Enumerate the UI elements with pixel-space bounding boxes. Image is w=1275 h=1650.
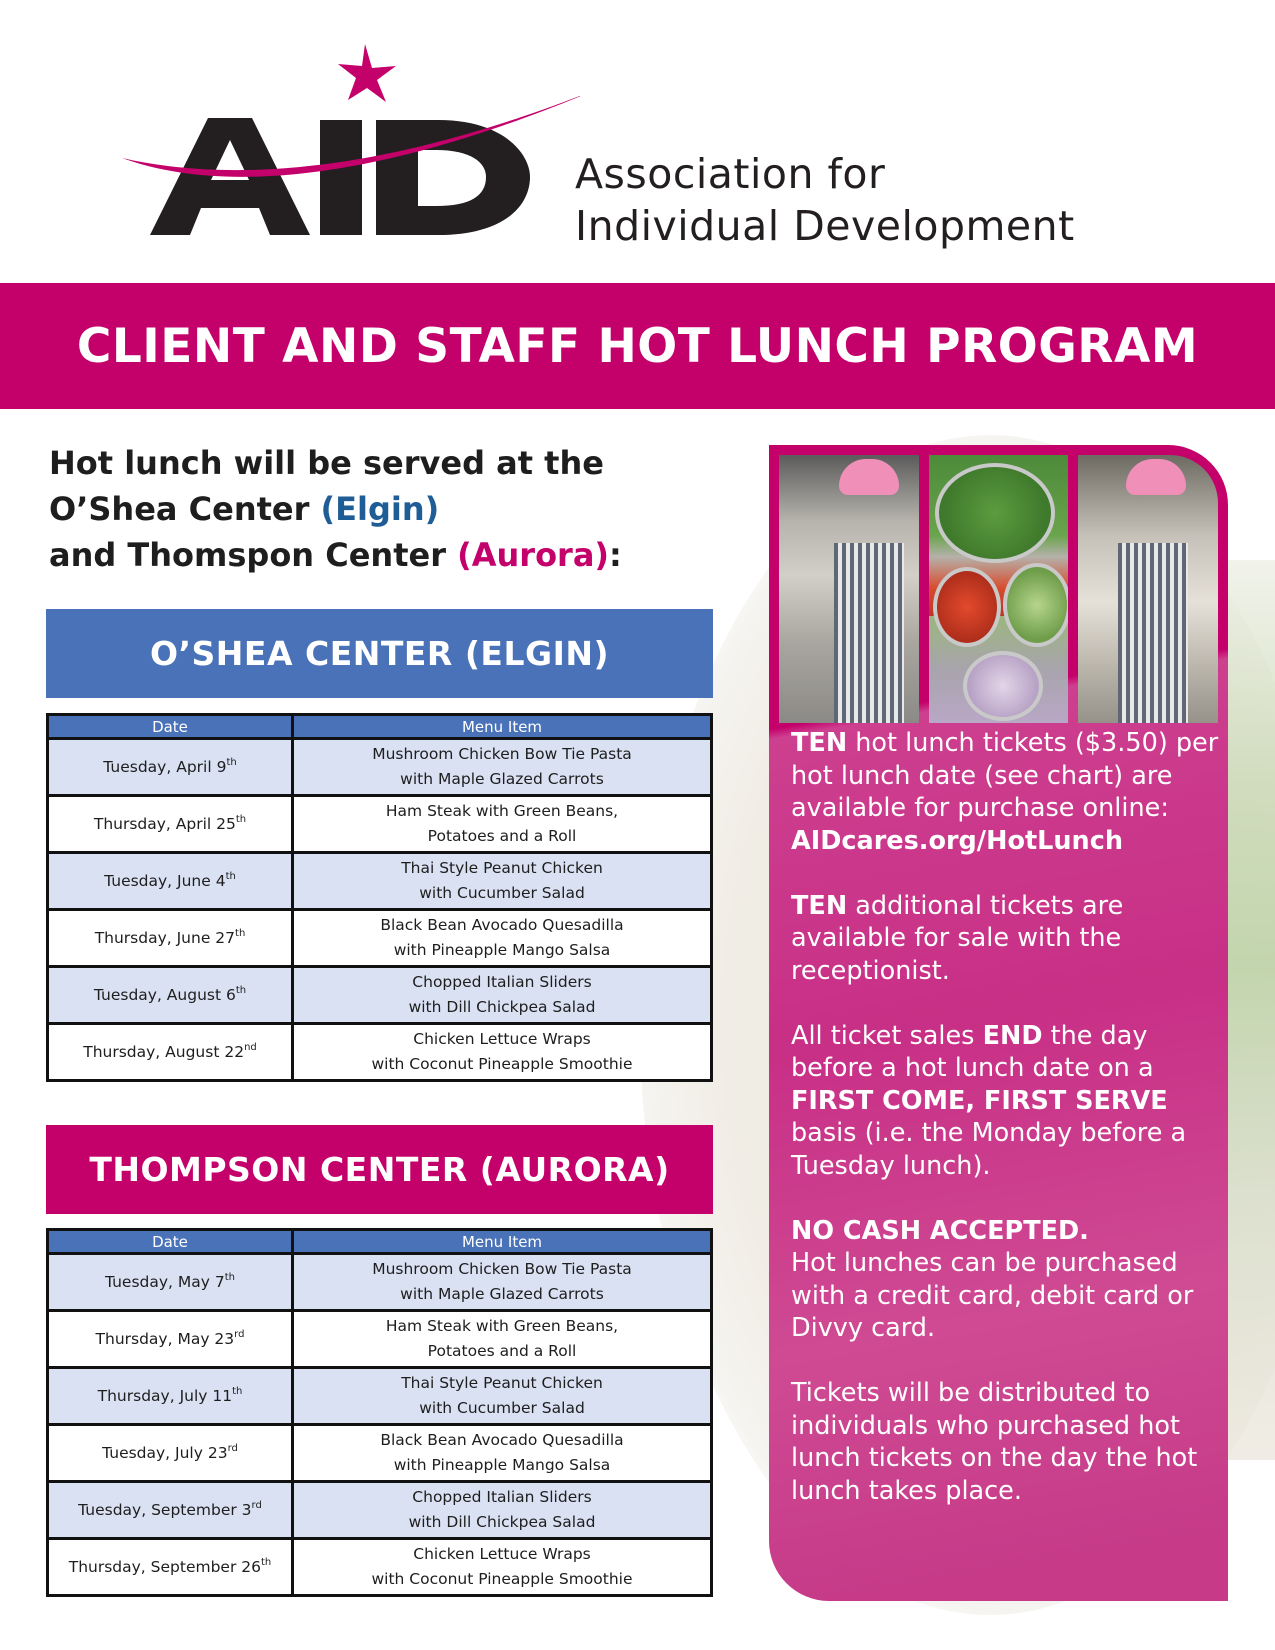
ten-emphasis: TEN xyxy=(791,890,848,921)
aid-logo-mark-icon xyxy=(120,40,580,260)
onion-bowl xyxy=(963,651,1043,721)
table-row xyxy=(48,1368,712,1425)
intro-location-elgin: (Elgin) xyxy=(320,490,440,528)
menu-item-side: with Dill Chickpea Salad xyxy=(408,998,596,1016)
no-cash-emphasis: NO CASH ACCEPTED. xyxy=(791,1215,1089,1246)
intro-line-1: Hot lunch will be served at the xyxy=(49,444,604,482)
date-text: Thursday, May 23 xyxy=(95,1329,235,1348)
menu-item-main: Chopped Italian Sliders xyxy=(412,1488,592,1506)
date-ordinal-suffix: rd xyxy=(234,1328,245,1340)
date-cell xyxy=(48,910,293,967)
organization-name xyxy=(575,148,1075,252)
date-text: Thursday, August 22 xyxy=(83,1042,245,1061)
kitchen-volunteer-photo xyxy=(779,455,919,723)
thompson-center-title: THOMPSON CENTER (AURORA) xyxy=(89,1150,670,1189)
menu-item-main: Chicken Lettuce Wraps xyxy=(413,1545,591,1563)
bandana-shape xyxy=(1126,459,1186,495)
date-ordinal-suffix: th xyxy=(224,1271,235,1283)
menu-item-cell xyxy=(293,1539,712,1596)
distribution-text: Tickets will be distributed to individuals who purchased hot lunch tickets on the day the hot lunch takes place. xyxy=(791,1378,1198,1506)
column-header-menu-item: Menu Item xyxy=(293,1230,712,1254)
menu-item-side: with Pineapple Mango Salsa xyxy=(393,1456,611,1474)
date-text: Tuesday, September 3 xyxy=(78,1500,252,1519)
page-title: CLIENT AND STAFF HOT LUNCH PROGRAM xyxy=(76,318,1199,374)
thompson-center-header xyxy=(46,1125,713,1214)
column-header-date: Date xyxy=(48,1230,293,1254)
date-ordinal-suffix: rd xyxy=(251,1499,262,1511)
date-cell xyxy=(48,1539,293,1596)
date-ordinal-suffix: th xyxy=(235,984,247,996)
date-cell xyxy=(48,1368,293,1425)
date-ordinal-suffix: th xyxy=(225,870,236,882)
intro-line-3 xyxy=(49,532,622,578)
ticket-info-panel xyxy=(769,445,1228,1601)
menu-item-side: with Maple Glazed Carrots xyxy=(400,770,604,788)
menu-item-side: with Pineapple Mango Salsa xyxy=(393,941,611,959)
oshea-center-header xyxy=(46,609,713,698)
intro-location-aurora: (Aurora) xyxy=(457,536,610,574)
title-banner xyxy=(0,283,1275,409)
menu-item-side: with Maple Glazed Carrots xyxy=(400,1285,604,1303)
menu-item-main: Chopped Italian Sliders xyxy=(412,973,592,991)
menu-item-side: with Cucumber Salad xyxy=(419,1399,585,1417)
aid-logo xyxy=(120,40,1120,260)
table-header-row xyxy=(48,1230,712,1254)
menu-item-cell xyxy=(293,853,712,910)
intro-colon: : xyxy=(609,536,622,574)
menu-item-main: Mushroom Chicken Bow Tie Pasta xyxy=(372,745,632,763)
payment-paragraph xyxy=(791,1215,1221,1345)
menu-item-main: Thai Style Peanut Chicken xyxy=(401,859,603,877)
intro-center-aurora: and Thomspon Center xyxy=(49,536,458,574)
prepared-vegetables-photo xyxy=(929,455,1069,723)
menu-item-side: with Dill Chickpea Salad xyxy=(408,1513,596,1531)
menu-item-side: with Coconut Pineapple Smoothie xyxy=(371,1570,633,1588)
distribution-paragraph xyxy=(791,1377,1221,1507)
end-emphasis: END xyxy=(982,1020,1043,1051)
intro-center-elgin: O’Shea Center xyxy=(49,490,321,528)
date-cell xyxy=(48,1425,293,1482)
column-header-menu-item: Menu Item xyxy=(293,715,712,739)
date-cell xyxy=(48,1254,293,1311)
sales-deadline-text-3: basis (i.e. the Monday before a Tuesday lunch). xyxy=(791,1118,1187,1181)
date-text: Thursday, July 11 xyxy=(97,1386,233,1405)
table-row xyxy=(48,910,712,967)
date-text: Thursday, September 26 xyxy=(68,1557,261,1576)
menu-item-main: Black Bean Avocado Quesadilla xyxy=(380,1431,624,1449)
menu-item-main: Ham Steak with Green Beans, xyxy=(385,1317,619,1335)
date-ordinal-suffix: th xyxy=(235,813,247,825)
striped-apron-shape xyxy=(834,543,904,723)
table-row xyxy=(48,1425,712,1482)
menu-item-main: Ham Steak with Green Beans, xyxy=(385,802,619,820)
date-text: Thursday, June 27 xyxy=(94,928,236,947)
date-cell xyxy=(48,796,293,853)
ten-emphasis: TEN xyxy=(791,728,848,758)
table-header-row xyxy=(48,715,712,739)
date-text: Tuesday, June 4 xyxy=(104,871,226,890)
oshea-center-title: O’SHEA CENTER (ELGIN) xyxy=(149,634,610,673)
menu-item-cell xyxy=(293,1311,712,1368)
first-come-emphasis: FIRST COME, FIRST SERVE xyxy=(791,1085,1168,1116)
column-header-date: Date xyxy=(48,715,293,739)
table-row xyxy=(48,967,712,1024)
table-row xyxy=(48,796,712,853)
menu-item-cell xyxy=(293,1482,712,1539)
menu-item-side: Potatoes and a Roll xyxy=(427,827,577,845)
menu-item-side: with Cucumber Salad xyxy=(419,884,585,902)
striped-apron-shape xyxy=(1118,543,1188,723)
menu-item-cell xyxy=(293,1425,712,1482)
date-ordinal-suffix: th xyxy=(232,1385,243,1397)
tomato-bowl xyxy=(933,567,1001,647)
menu-item-cell xyxy=(293,796,712,853)
table-row xyxy=(48,1254,712,1311)
intro-heading xyxy=(49,440,622,578)
table-row xyxy=(48,1482,712,1539)
receptionist-tickets-text: additional tickets are available for sale with the receptionist. xyxy=(791,890,1124,986)
date-text: Tuesday, July 23 xyxy=(102,1443,228,1462)
date-ordinal-suffix: th xyxy=(261,1556,272,1568)
menu-item-cell xyxy=(293,1254,712,1311)
intro-line-2 xyxy=(49,486,622,532)
sales-deadline-paragraph xyxy=(791,1020,1221,1183)
date-cell xyxy=(48,1024,293,1081)
menu-item-cell xyxy=(293,1024,712,1081)
cucumber-bowl xyxy=(1003,563,1069,647)
table-row xyxy=(48,1024,712,1081)
date-text: Tuesday, May 7 xyxy=(104,1272,225,1291)
payment-methods-text: Hot lunches can be purchased with a credit card, debit card or Divvy card. xyxy=(791,1248,1194,1343)
sales-deadline-text-2: the day before a hot lunch date on a xyxy=(791,1020,1154,1083)
date-text: Tuesday, April 9 xyxy=(103,757,227,776)
online-tickets-text: hot lunch tickets ($3.50) per hot lunch date (see chart) are available for purchase online: xyxy=(791,728,1219,823)
date-ordinal-suffix: rd xyxy=(227,1442,238,1454)
broccoli-bowl xyxy=(935,463,1055,563)
date-text: Thursday, April 25 xyxy=(93,814,236,833)
menu-item-side: Potatoes and a Roll xyxy=(427,1342,577,1360)
table-row xyxy=(48,853,712,910)
table-row xyxy=(48,1311,712,1368)
menu-item-main: Mushroom Chicken Bow Tie Pasta xyxy=(372,1260,632,1278)
date-cell xyxy=(48,1482,293,1539)
date-ordinal-suffix: th xyxy=(235,927,246,939)
sales-deadline-text-1: All ticket sales xyxy=(791,1020,983,1051)
menu-item-main: Chicken Lettuce Wraps xyxy=(413,1030,591,1048)
org-name-line-2: Individual Development xyxy=(575,202,1075,250)
thompson-menu-table xyxy=(46,1228,713,1597)
date-cell xyxy=(48,1311,293,1368)
menu-item-main: Thai Style Peanut Chicken xyxy=(401,1374,603,1392)
date-cell xyxy=(48,853,293,910)
date-text: Tuesday, August 6 xyxy=(93,985,236,1004)
smiling-volunteer-photo xyxy=(1078,455,1218,723)
org-name-line-1: Association for xyxy=(575,150,886,198)
menu-item-main: Black Bean Avocado Quesadilla xyxy=(380,916,624,934)
menu-item-cell xyxy=(293,910,712,967)
oshea-menu-table xyxy=(46,713,713,1082)
ticket-info-text xyxy=(791,727,1221,1540)
menu-item-side: with Coconut Pineapple Smoothie xyxy=(371,1055,633,1073)
date-cell xyxy=(48,967,293,1024)
menu-item-cell xyxy=(293,1368,712,1425)
date-cell xyxy=(48,739,293,796)
table-row xyxy=(48,739,712,796)
menu-item-cell xyxy=(293,739,712,796)
table-row xyxy=(48,1539,712,1596)
hot-lunch-url-link[interactable]: AIDcares.org/HotLunch xyxy=(791,825,1123,856)
bandana-shape xyxy=(839,459,899,495)
date-ordinal-suffix: nd xyxy=(244,1041,257,1053)
online-tickets-paragraph xyxy=(791,727,1221,857)
menu-item-cell xyxy=(293,967,712,1024)
photo-collage xyxy=(779,455,1218,723)
date-ordinal-suffix: th xyxy=(226,756,237,768)
receptionist-tickets-paragraph xyxy=(791,890,1221,988)
